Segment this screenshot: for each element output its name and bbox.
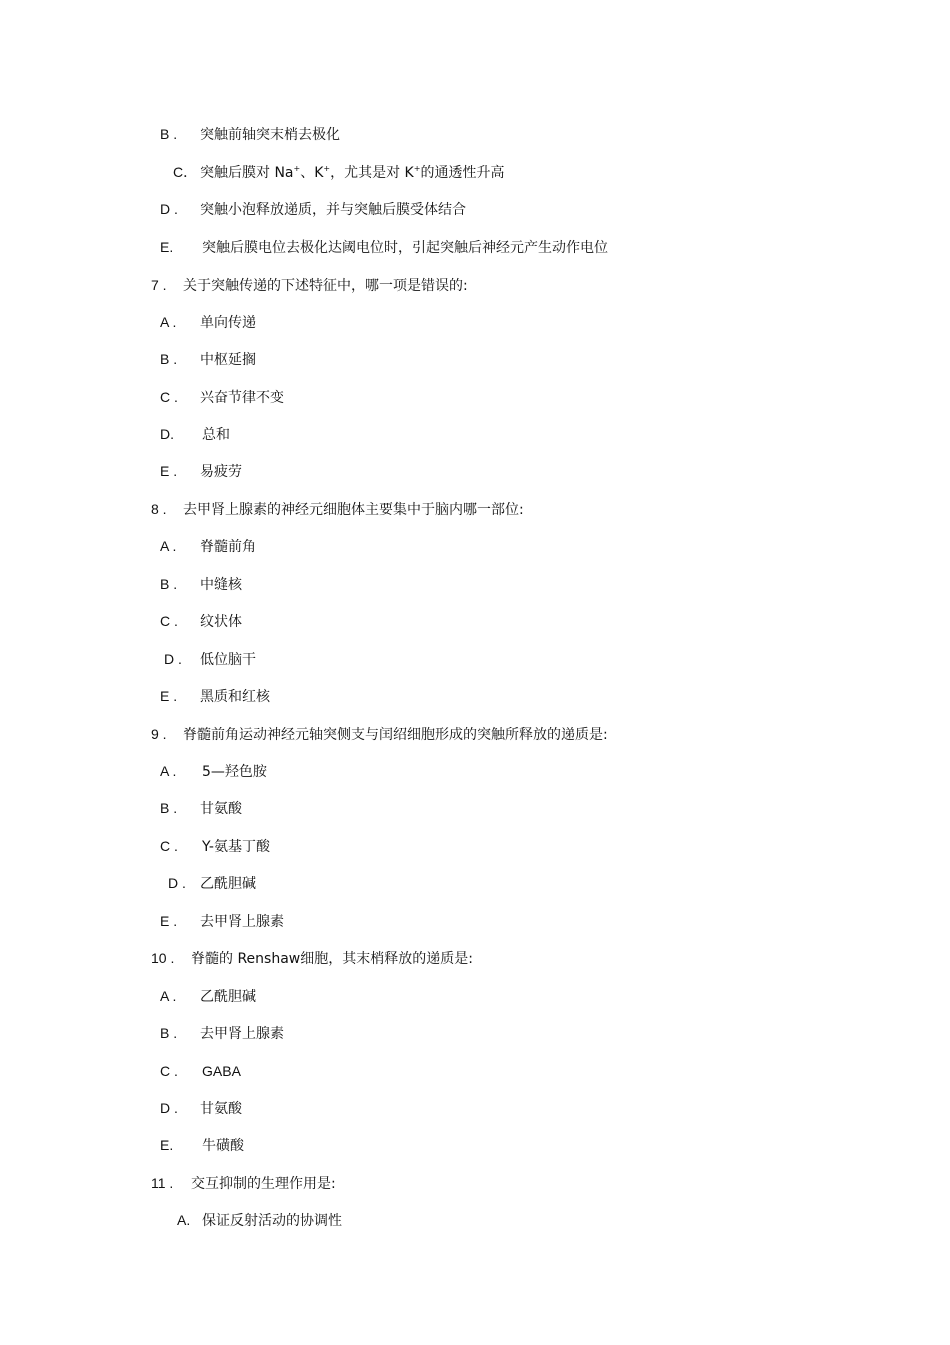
- option-text: 去甲肾上腺素: [200, 914, 284, 930]
- option-label: C .: [160, 389, 178, 405]
- option-label: D .: [164, 651, 182, 667]
- option-line: [160, 238, 608, 257]
- option-line: [160, 1062, 241, 1081]
- option-label: A .: [160, 988, 177, 1004]
- option-text-part: 的通透性升高: [420, 165, 505, 181]
- option-text: 突触小泡释放递质，并与突触后膜受体结合: [200, 202, 466, 218]
- option-label: D .: [160, 1100, 178, 1116]
- question-number: 9 .: [151, 726, 167, 742]
- question-line: [151, 949, 473, 968]
- option-line: [160, 425, 230, 444]
- option-label: C．: [173, 164, 198, 180]
- question-number: 8 .: [151, 501, 167, 517]
- option-label: C .: [160, 1063, 178, 1079]
- option-line: [160, 799, 242, 818]
- question-text: 去甲肾上腺素的神经元细胞体主要集中于脑内哪一部位:: [183, 502, 524, 518]
- option-label: E.: [160, 1137, 174, 1153]
- option-text: Y-氨基丁酸: [202, 839, 270, 855]
- option-text-part: 、K: [300, 165, 324, 181]
- option-label: A .: [160, 763, 177, 779]
- option-label: B .: [160, 351, 178, 367]
- option-text: 甘氨酸: [200, 1101, 242, 1117]
- option-text: 保证反射活动的协调性: [202, 1213, 342, 1229]
- question-line: [151, 1174, 336, 1193]
- option-label: E.: [160, 239, 174, 255]
- option-line: [177, 1211, 342, 1230]
- superscript: +: [293, 164, 301, 173]
- option-text: 中缝核: [200, 577, 242, 593]
- option-text: 5—羟色胺: [202, 764, 267, 780]
- option-label: D .: [160, 201, 178, 217]
- option-line: [160, 313, 256, 332]
- option-text: GABA: [202, 1063, 241, 1079]
- option-text: [200, 164, 504, 182]
- option-line: [160, 1024, 284, 1043]
- option-text: 突触后膜电位去极化达阈电位时，引起突触后神经元产生动作电位: [202, 240, 608, 256]
- option-label: C .: [160, 838, 178, 854]
- option-label: B .: [160, 800, 178, 816]
- option-text-part: 突触后膜对 Na: [200, 165, 294, 181]
- option-line: [160, 912, 284, 931]
- option-text-part: ，尤其是对 K: [330, 165, 414, 181]
- option-line: [173, 163, 504, 182]
- option-text: 脊髓前角: [200, 539, 256, 555]
- option-text: 低位脑干: [200, 652, 256, 668]
- question-line: [151, 276, 468, 295]
- option-text: 去甲肾上腺素: [200, 1026, 284, 1042]
- superscript: +: [323, 164, 331, 173]
- option-line: [168, 874, 256, 893]
- question-number: 11 .: [151, 1175, 174, 1191]
- option-label: B .: [160, 576, 178, 592]
- option-line: [160, 837, 270, 856]
- option-label: E .: [160, 463, 178, 479]
- option-line: [160, 687, 270, 706]
- option-text: 突触前轴突末梢去极化: [200, 127, 340, 143]
- option-text: 兴奋节律不变: [200, 390, 284, 406]
- option-text: 易疲劳: [200, 464, 242, 480]
- option-text: 乙酰胆碱: [200, 876, 256, 892]
- option-label: D.: [160, 426, 174, 442]
- option-text: 甘氨酸: [200, 801, 242, 817]
- option-text: 牛磺酸: [202, 1138, 244, 1154]
- option-text: 乙酰胆碱: [200, 989, 256, 1005]
- superscript: +: [413, 164, 421, 173]
- option-text: 单向传递: [200, 315, 256, 331]
- option-line: [160, 350, 256, 369]
- option-label: E .: [160, 688, 178, 704]
- question-text: 脊髓前角运动神经元轴突侧支与闰绍细胞形成的突触所释放的递质是:: [183, 727, 608, 743]
- option-text: 中枢延搁: [200, 352, 256, 368]
- option-line: [160, 537, 256, 556]
- question-text: 关于突触传递的下述特征中，哪一项是错误的:: [183, 278, 468, 294]
- option-line: [160, 1099, 242, 1118]
- option-line: [160, 762, 267, 781]
- question-text: 脊髓的 Renshaw细胞，其末梢释放的递质是:: [191, 951, 473, 967]
- option-line: [160, 125, 340, 144]
- option-label: A .: [160, 314, 177, 330]
- option-label: C .: [160, 613, 178, 629]
- option-line: [160, 388, 284, 407]
- question-number: 7 .: [151, 277, 167, 293]
- option-line: [160, 987, 256, 1006]
- option-label: D .: [168, 875, 186, 891]
- option-text: 纹状体: [200, 614, 242, 630]
- option-label: A.: [177, 1212, 191, 1228]
- option-text: 总和: [202, 427, 230, 443]
- option-line: [160, 612, 242, 631]
- option-label: A .: [160, 538, 177, 554]
- option-line: [164, 650, 256, 669]
- option-label: B .: [160, 1025, 178, 1041]
- question-line: [151, 725, 608, 744]
- question-number: 10 .: [151, 950, 175, 966]
- question-line: [151, 500, 524, 519]
- question-text: 交互抑制的生理作用是:: [191, 1176, 336, 1192]
- option-text: 黑质和红核: [200, 689, 270, 705]
- option-label: E .: [160, 913, 178, 929]
- option-label: B .: [160, 126, 178, 142]
- option-line: [160, 575, 242, 594]
- option-line: [160, 200, 466, 219]
- option-line: [160, 462, 242, 481]
- option-line: [160, 1136, 244, 1155]
